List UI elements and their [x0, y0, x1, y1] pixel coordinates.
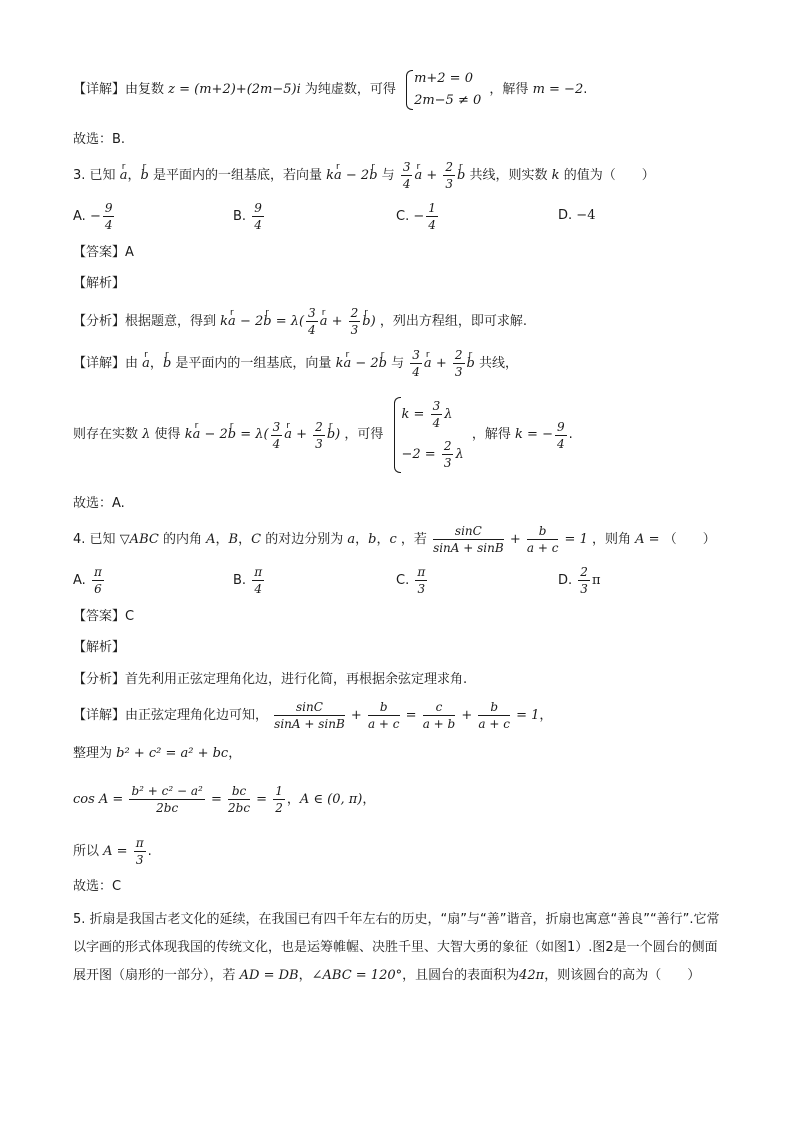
q4-conclusion: 所以 A = $\frac{\pi}{3}$ . — [73, 836, 152, 867]
q3-choice: 故选：A. — [73, 496, 125, 511]
q3-detail-1: 【详解】由 r a，r b 是平面内的一组基底，向量 kr a − 2r b 与 $\frac{3}{4}$ r a + $\frac{2}{3}$ r b 共线， — [73, 344, 518, 384]
q3-stem-c: 与 — [381, 168, 395, 183]
vector-a: r a — [120, 158, 128, 194]
q2-eq-1: m+2 = 0 — [414, 71, 473, 86]
q2-detail-suffix: ，解得 — [489, 82, 529, 97]
q4-option-a[interactable]: A. $\frac{\pi}{6}$ — [73, 565, 102, 596]
q3-stem-a: 3. 已知 — [73, 168, 116, 183]
q2-equation-system — [404, 68, 481, 112]
q4-option-c[interactable]: C. $\frac{\pi}{3}$ — [396, 565, 426, 596]
frac-3-4: $\frac{3}{4}$ — [402, 160, 411, 191]
q3-option-a[interactable]: A. − $\frac{9}{4}$ — [73, 201, 113, 232]
q2-result: m = −2 — [532, 82, 584, 97]
q4-option-b[interactable]: B. $\frac{\pi}{4}$ — [233, 565, 263, 596]
q3-option-c[interactable]: C. − $\frac{1}{4}$ — [396, 201, 436, 232]
q2-detail-mid: 为纯虚数，可得 — [304, 82, 396, 97]
q2-choice: 故选：B. — [73, 132, 126, 147]
q3-analysis-header: 【解析】 — [73, 276, 126, 291]
frac-2-3: $\frac{2}{3}$ — [445, 160, 454, 191]
q4-analysis-header: 【解析】 — [73, 640, 126, 655]
q4-detail-1: 【详解】由正弦定理角化边可知， $\frac{\sin C}{\sin A + \sin B}$ + $\frac{b}{a + c}$ = $\frac{c}{a + b}$ + $\frac{b}{a + c}$ = 1， — [73, 700, 553, 731]
q5-stem: 5. 折扇是我国古老文化的延续，在我国已有四千年左右的历史，“扇”与“善”谐音，折扇也寓意“善良”“善行”.它常以字画的形式体现我国的传统文化，也是运筹帷幄、决胜千里、大智大勇的象征（如图1）.图2是一个圆台的侧面展开图（扇形的一部分），若 AD = DB，∠ABC = 120°，且圆台的表面积为42π，则该圆台的高为（ ） — [73, 912, 720, 983]
q4-option-d[interactable]: D. $\frac{2}{3}$ π — [558, 565, 601, 596]
q3-equation-system: k = $\frac{3}{4}$ λ −2 = $\frac{2}{3}$ λ — [392, 395, 464, 475]
q2-detail-line: 【详解】由复数 z = (m+2)+(2m−5)i 为纯虚数，可得 m+2 = 0 2m−5 ≠ 0 ，解得 m = −2. — [73, 68, 587, 112]
q4-answer: 【答案】C — [73, 609, 135, 624]
q3-stem-b: 是平面内的一组基底，若向量 — [152, 168, 322, 183]
q4-choice: 故选：C — [73, 879, 122, 894]
q2-complex-expression: z = (m+2)+(2m−5)i — [168, 82, 301, 97]
q4-simplify: 整理为 b² + c² = a² + bc， — [73, 746, 242, 761]
q3-stem-d: 共线，则实数 — [469, 168, 548, 183]
q3-analysis: 【分析】根据题意，得到 kr a − 2r b = λ( $\frac{3}{4}$ r a + $\frac{2}{3}$ r b) ，列出方程组，即可求解. — [73, 302, 527, 342]
q2-detail-prefix: 【详解】由复数 — [73, 82, 165, 97]
q3-option-d[interactable]: D. −4 — [558, 208, 596, 223]
q3-answer: 【答案】A — [73, 245, 134, 260]
q3-stem: 3. 已知 r a，r b 是平面内的一组基底，若向量 kr a − 2r b 与 $\frac{3}{4}$ r a + $\frac{2}{3}$ r b 共线，则实数 k 的值为（ ） — [73, 158, 655, 194]
q3-vector-expr-1: kr a − 2r b — [326, 168, 377, 183]
q4-stem: 4. 已知 ▽ABC 的内角 A，B，C 的对边分别为 a，b，c ，若 $\frac{\sin C}{\sin A + \sin B}$ + $\frac{b}{a + c}$ = 1 ，则角 A = （ ） — [73, 524, 716, 555]
q3-option-b[interactable]: B. $\frac{9}{4}$ — [233, 201, 262, 232]
q4-cosine: cos A = $\frac{\text{b² + c² − a²}}{2bc}$ = $\frac{bc}{2bc}$ = $\frac{1}{2}$ ，A ∈ (0, π)， — [73, 784, 376, 815]
vector-b: r b — [140, 158, 148, 194]
q4-analysis: 【分析】首先利用正弦定理角化边，进行化简，再根据余弦定理求角. — [73, 672, 468, 687]
q3-detail-2: 则存在实数 λ 使得 kr a − 2r b = λ( $\frac{3}{4}$ r a + $\frac{2}{3}$ r b) ，可得 k = $\frac{3}{4}$ λ −2 = $\frac{2}{3}$ λ ，解得 k = − $\frac{9}{4}$ . — [73, 395, 573, 479]
q3-stem-e: 的值为（ ） — [563, 168, 655, 183]
q2-eq-2: 2m−5 ≠ 0 — [414, 93, 482, 108]
